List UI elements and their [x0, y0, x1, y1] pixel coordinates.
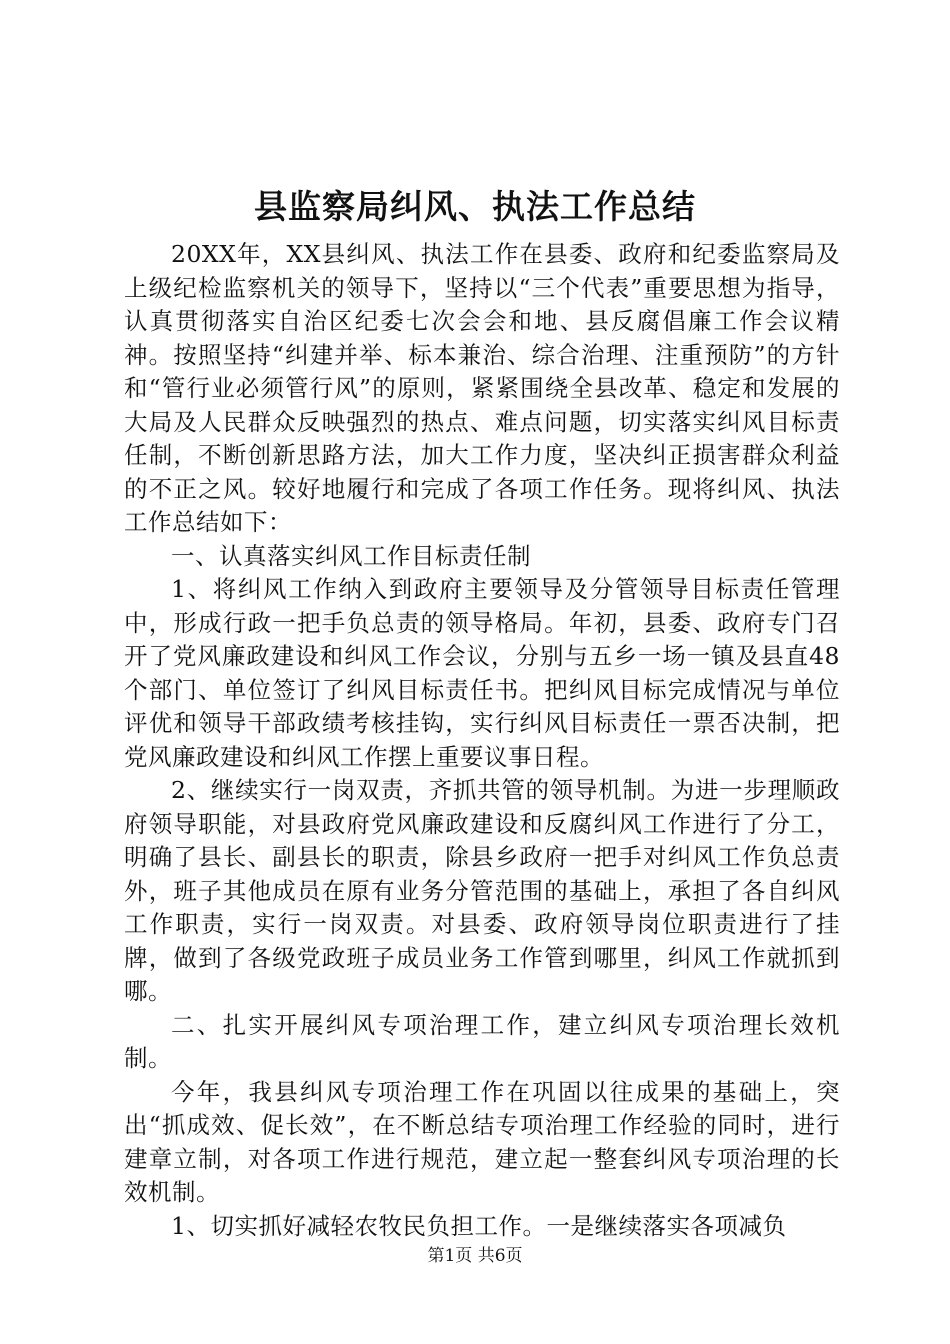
section-heading-1: 一、认真落实纠风工作目标责任制 [171, 541, 531, 570]
page-number-footer: 第1页 共6页 [427, 1246, 523, 1266]
intro-paragraph: 20XX年，XX县纠风、执法工作在县委、政府和纪委监察局及上级纪检监察机关的领导下，坚持以“三个代表”重要思想为指导，认真贯彻落实自治区纪委七次会会和地、县反腐倡廉工作会议精神。按照坚持“纠建并举、标本兼治、综合治理、注重预防”的方针和“管行业必须管行风”的原则，紧紧围绕全县改革、稳定和发展的大局及人民群众反映强烈的热点、难点问题，切实落实纠风目标责任制，不断创新思路方法，加大工作力度，坚决纠正损害群众利益的不正之风。较好地履行和完成了各项工作任务。现将纠风、执法工作总结如下： [124, 240, 840, 536]
paragraph-1-1: 1、将纠风工作纳入到政府主要领导及分管领导目标责任管理中，形成行政一把手负总责的领导格局。年初，县委、政府专门召开了党风廉政建设和纠风工作会议，分别与五乡一场一镇及县直48个部门、单位签订了纠风目标责任书。把纠风目标完成情况与单位评优和领导干部政绩考核挂钩，实行纠风目标责任一票否决制，把党风廉政建设和纠风工作摆上重要议事日程。 [124, 575, 840, 771]
document-title: 县监察局纠风、执法工作总结 [254, 187, 696, 226]
paragraph-2-1: 1、切实抓好减轻农牧民负担工作。一是继续落实各项减负 [171, 1211, 787, 1240]
paragraph-1-2: 2、继续实行一岗双责，齐抓共管的领导机制。为进一步理顺政府领导职能，对县政府党风廉政建设和反腐纠风工作进行了分工，明确了县长、副县长的职责，除县乡政府一把手对纠风工作负总责外，班子其他成员在原有业务分管范围的基础上，承担了各自纠风工作职责，实行一岗双责。对县委、政府领导岗位职责进行了挂牌，做到了各级党政班子成员业务工作管到哪里，纠风工作就抓到哪。 [124, 776, 840, 1005]
document-body [124, 238, 840, 1243]
section-heading-2: 二、扎实开展纠风专项治理工作，建立纠风专项治理长效机制。 [124, 1010, 840, 1072]
paragraph-2-intro: 今年，我县纠风专项治理工作在巩固以往成果的基础上，突出“抓成效、促长效”，在不断总结专项治理工作经验的同时，进行建章立制，对各项工作进行规范，建立起一整套纠风专项治理的长效机制。 [124, 1077, 840, 1206]
